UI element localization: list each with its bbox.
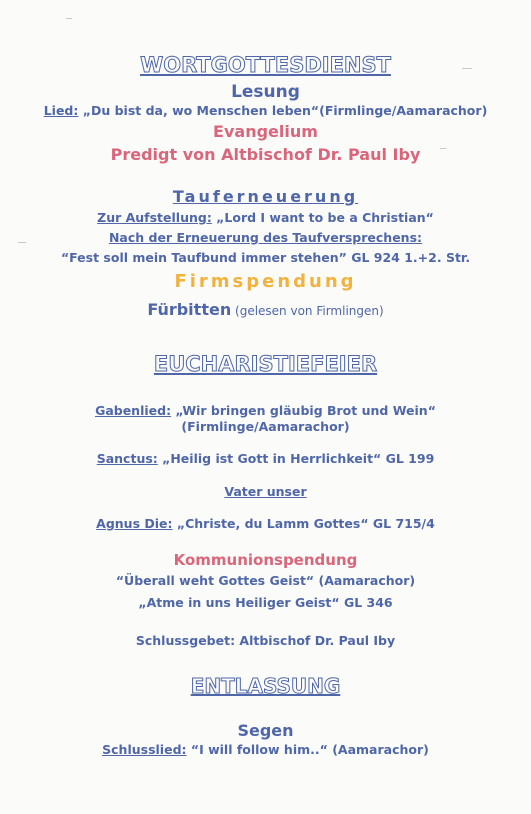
gabenlied-label: Gabenlied: [95,403,172,418]
lied-text: „Du bist da, wo Menschen leben“(Firmlinge/Aamarachor) [78,103,488,118]
lesung-label: Lesung [231,82,300,102]
heading-firmspendung: Firmspendung [174,271,357,292]
agnus-label: Agnus Die: [96,516,173,531]
aufstellung-line [0,211,531,225]
agnus-line [0,517,531,531]
schlusslied-line [0,743,531,757]
evangelium-label: Evangelium [213,122,318,141]
fest-soll-line: “Fest soll mein Taufbund immer stehen” GL 924 1.+2. Str. [60,250,471,265]
fuerbitten-note: (gelesen von Firmlingen) [231,304,384,318]
sanctus-label: Sanctus: [96,451,158,466]
schlusslied-text: “I will follow him..“ (Aamarachor) [186,742,429,757]
schlussgebet-line: Schlussgebet: Altbischof Dr. Paul Iby [135,633,396,648]
agnus-text: „Christe, du Lamm Gottes“ GL 715/4 [172,516,435,531]
vater-unser-line: Vater unser [224,484,307,499]
kommunionspendung-label: Kommunionspendung [173,551,358,569]
gabenlied-line [0,404,531,418]
aufstellung-text: „Lord I want to be a Christian“ [211,210,434,225]
atme-line: „Atme in uns Heiliger Geist“ GL 346 [138,595,393,610]
scan-speck [66,18,72,19]
heading-eucharistiefeier: EUCHARISTIEFEIER [153,352,378,376]
heading-wortgottesdienst: WORTGOTTESDIENST [140,53,391,77]
fuerbitten-line [0,301,531,319]
gabenlied-text: „Wir bringen gläubig Brot und Wein“ [171,403,436,418]
lied-label: Lied: [43,103,79,118]
sanctus-line [0,452,531,466]
predigt-line: Predigt von Altbischof Dr. Paul Iby [110,145,421,164]
gabenlied-note: (Firmlinge/Aamarachor) [181,419,350,434]
ueberall-line: “Überall weht Gottes Geist“ (Aamarachor) [115,573,416,588]
fuerbitten-label: Fürbitten [147,300,232,319]
aufstellung-label: Zur Aufstellung: [97,210,212,225]
schlusslied-label: Schlusslied: [102,742,187,757]
sanctus-text: „Heilig ist Gott in Herrlichkeit“ GL 199 [157,451,435,466]
nach-erneuerung-line: Nach der Erneuerung des Taufversprechens: [108,230,423,245]
heading-tauferneuerung: Tauferneuerung [172,187,359,206]
lied-line [0,104,531,118]
segen-label: Segen [237,721,294,740]
heading-entlassung: ENTLASSUNG [190,674,341,698]
